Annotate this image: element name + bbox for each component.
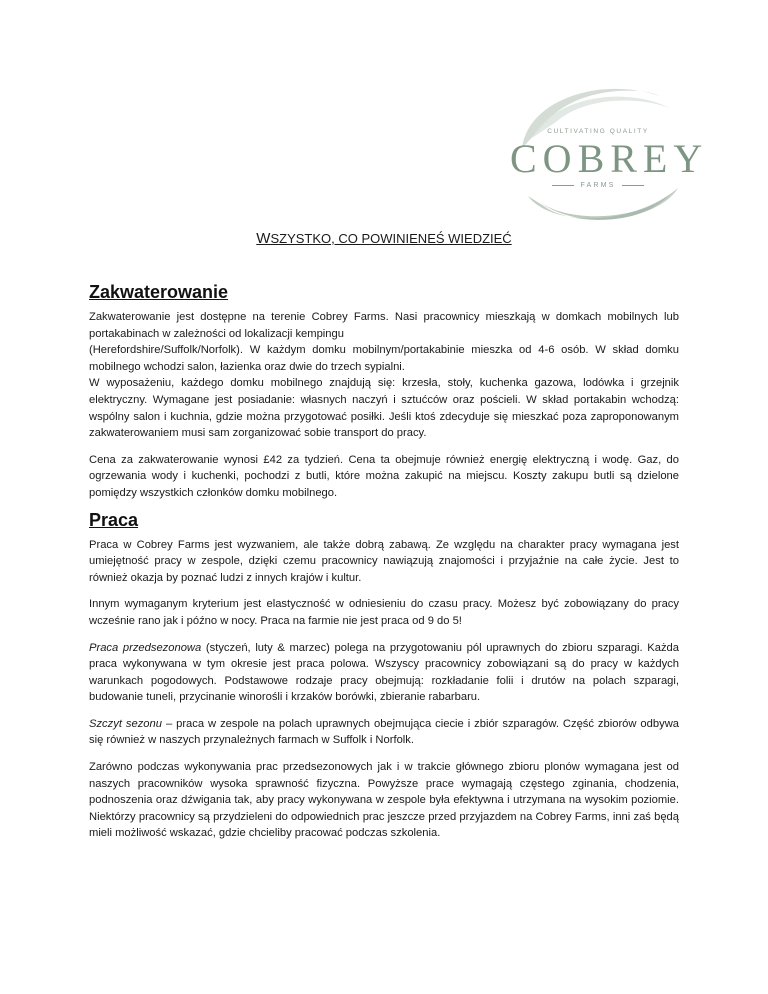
page-title [0, 230, 768, 247]
logo-sub-text: FARMS [580, 182, 616, 189]
accommodation-line2: (Herefordshire/Suffolk/Norfolk). W każdym domku mobilnym/portakabinie mieszka od 4-6 osób. W skład domku mobilnego wchodzi salon, łazienka oraz dwie do trzech sypialni. [89, 344, 679, 373]
logo-tagline: CULTIVATING QUALITY [547, 128, 649, 135]
paragraph: Praca w Cobrey Farms jest wyzwaniem, ale także dobrą zabawą. Ze względu na charakter pracy wymagana jest umiejętność pracy w zespole, dzięki czemu pracownicy nawiązują znajomości i przyjaźnie na całe życie. Jest to również okazja by poznać ludzi z innych krajów i kultur. [89, 538, 679, 584]
accommodation-line1: Zakwaterowanie jest dostępne na terenie Cobrey Farms. Nasi pracownicy mieszkają w domkach mobilnych lub portakabinach w zależności od lokalizacji kempingu [89, 311, 679, 340]
paragraph [89, 342, 679, 375]
heading-work: Praca [89, 509, 139, 530]
cobrey-farms-logo [510, 78, 750, 228]
heading-accommodation: Zakwaterowanie [89, 282, 229, 302]
paragraph: Cena za zakwaterowanie wynosi £42 za tydzień. Cena ta obejmuje również energię elektryczną i wodę. Gaz, do ogrzewania wody i kuchenki, pochodzi z butli, które można zakupić na miejscu. Koszty zakupu butli są dzielone pomiędzy wszystkich członków domku mobilnego. [89, 453, 679, 499]
paragraph [89, 640, 679, 706]
peak-season-text: – praca w zespole na polach uprawnych obejmująca ciecie i zbiór szparagów. Część zbiorów odbywa się również w naszych przynależnych farmach w Suffolk i Norfolk. [89, 717, 679, 747]
paragraph [89, 716, 679, 749]
document-body [89, 282, 679, 850]
paragraph [89, 375, 679, 441]
title-rest: SZYSTKO, CO POWINIENEŚ WIEDZIEĆ [270, 231, 512, 246]
paragraph: Zarówno podczas wykonywania prac przedsezonowych jak i w trakcie głównego zbioru plonów wymagana jest od naszych pracowników wysoka sprawność fizyczna. Powyższe prace wymagają częstego zginania, chodzenia, podnoszenia oraz dźwigania tak, aby pracy wykonywana w zespole była efektywna i utrzymana na wysokim poziomie. Niektórzy pracownicy są przydzieleni do odpowiednich prac jeszcze przed przyjazdem na Cobrey Farms, inni zaś będą mieli możliwość wskazać, gdzie chcieliby pracować podczas szkolenia. [89, 761, 679, 840]
paragraph [89, 309, 679, 342]
logo-brand-name: COBREY [510, 136, 709, 181]
preseason-text: (styczeń, luty & marzec) polega na przygotowaniu pól uprawnych do zbioru szparagi. Każda praca wykonywana w tym okresie jest praca polowa. Wszyscy pracownicy zobowiązani są do pracy w każdych warunkach pogodowych. Podstawowe rodzaje pracy obejmują: rozkładanie folii i drutów na polach szparagi, budowanie tuneli, przycinanie winorośli i krzaków borówki, zbieranie rabarbaru. [89, 641, 679, 704]
accommodation-line3: W wyposażeniu, każdego domku mobilnego znajdują się: krzesła, stoły, kuchenka gazowa, lodówka i grzejnik elektryczny. Wymagane jest posiadanie: własnych naczyń i sztućców oraz pościeli. W skład portakabin wchodzą: wspólny salon i kuchnia, gdzie można przygotować posiłki. Jeśli ktoś zdecyduje się mieszkać poza zaproponowanym zakwaterowaniem musi sam zorganizować sobie transport do pracy. [89, 377, 679, 440]
title-first-letter: W [256, 230, 271, 247]
peak-season-term: Szczyt sezonu [89, 717, 162, 730]
preseason-term: Praca przedsezonowa [89, 641, 202, 654]
logo-subtitle [510, 182, 686, 189]
paragraph: Innym wymaganym kryterium jest elastyczność w odniesieniu do czasu pracy. Możesz być zobowiązany do pracy wcześnie rano jak i późno w nocy. Praca na farmie nie jest praca od 9 do 5! [89, 598, 679, 627]
